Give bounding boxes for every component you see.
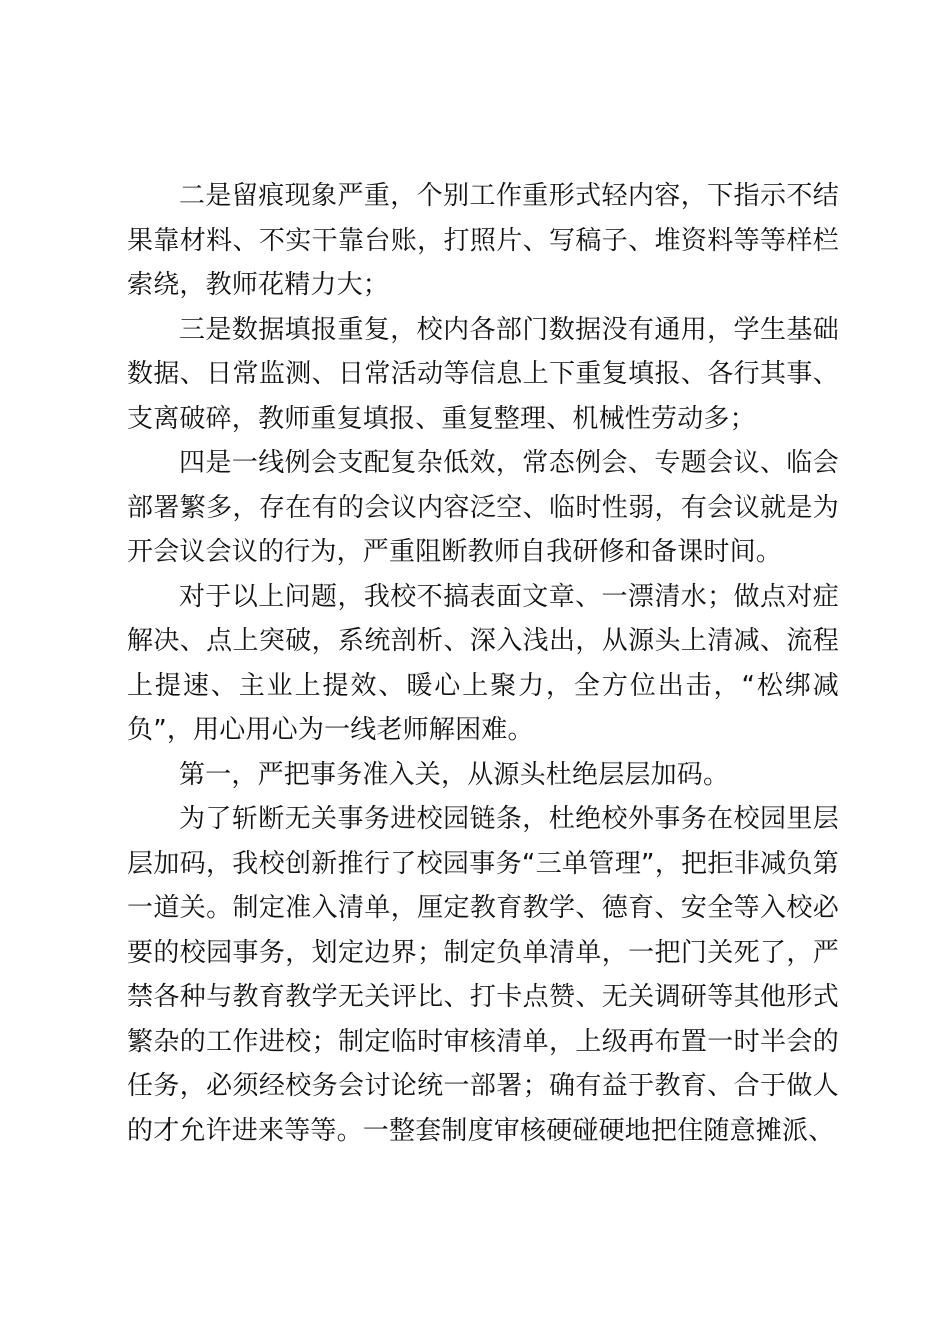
paragraph-5: 第一，严把事务准入关，从源头杜绝层层加码。: [179, 759, 730, 790]
document-body: [127, 174, 839, 1153]
paragraph-6: 为了斩断无关事务进校园链条，杜绝校外事务在校园里层层加码，我校创新推行了校园事务“三单管理”，把拒非减负第一道关。制定准入清单，厘定教育教学、德育、安全等入校必要的校园事务，划定边界；制定负单清单，一把门关死了，严禁各种与教育教学无关评比、打卡点赞、无关调研等其他形式繁杂的工作进校；制定临时审核清单，上级再布置一时半会的任务，必须经校务会讨论统一部署；确有益于教育、合于做人的才允许进来等等。一整套制度审核硬碰硬地把住随意摊派、: [127, 804, 839, 1146]
paragraph-4: 对于以上问题，我校不搞表面文章、一漂清水；做点对症解决、点上突破，系统剖析、深入浅出，从源头上清减、流程上提速、主业上提效、暖心上聚力，全方位出击，“松绑减负”，用心用心为一线老师解困难。: [127, 581, 839, 745]
paragraph-1: 二是留痕现象严重，个别工作重形式轻内容，下指示不结果靠材料、不实干靠台账，打照片、写稿子、堆资料等等样栏索绕，教师花精力大；: [127, 181, 839, 300]
paragraph-2: 三是数据填报重复，校内各部门数据没有通用，学生基础数据、日常监测、日常活动等信息上下重复填报、各行其事、支离破碎，教师重复填报、重复整理、机械性劳动多；: [127, 314, 839, 434]
paragraph-3: 四是一线例会支配复杂低效，常态例会、专题会议、临会部署繁多，存在有的会议内容泛空、临时性弱，有会议就是为开会议会议的行为，严重阻断教师自我研修和备课时间。: [127, 448, 839, 567]
